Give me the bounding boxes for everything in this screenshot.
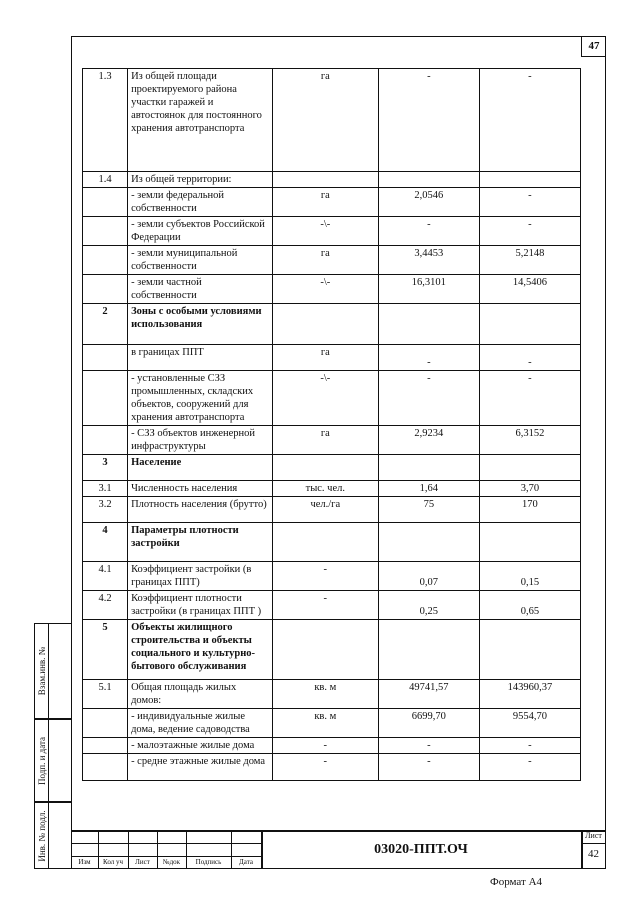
row-number [83,275,128,304]
row-value-projected: 6,3152 [479,426,580,455]
stamp-kol-uch: Кол уч [103,858,123,866]
table-row [83,246,581,275]
row-value-existing: 0,07 [378,562,479,591]
row-name: - земли муниципальной собственности [128,246,273,275]
table-row [83,620,581,680]
row-value-projected: - [479,754,580,781]
row-number: 1.4 [83,172,128,188]
row-name: Общая площадь жилых домов: [128,680,273,709]
row-name: Население [128,455,273,481]
stamp-n-dok: №док [162,858,181,866]
row-name: - СЗЗ объектов инженерной инфраструктуры [128,426,273,455]
table-row [83,497,581,523]
row-number: 3.2 [83,497,128,523]
row-name: в границах ППТ [128,345,273,371]
row-value-existing [378,172,479,188]
row-unit [272,523,378,562]
side-box-inv-vzam [34,623,71,719]
table-row [83,455,581,481]
row-number: 4.1 [83,562,128,591]
row-number [83,426,128,455]
table-row [83,738,581,754]
row-unit: га [272,69,378,172]
row-name: Объекты жилищного строительства и объекты социального и культурно-бытового обслуживания [128,620,273,680]
row-value-projected [479,620,580,680]
side-label-inv-podl: Инв. № подл. [36,809,47,862]
row-value-existing: 0,25 [378,591,479,620]
row-number [83,188,128,217]
row-number: 5.1 [83,680,128,709]
row-number: 4.2 [83,591,128,620]
row-number: 3 [83,455,128,481]
stamp-podpis: Подпись [195,858,222,866]
row-unit: га [272,426,378,455]
table-row [83,304,581,345]
row-unit: -\- [272,371,378,426]
row-value-existing [378,523,479,562]
row-unit [272,455,378,481]
row-number [83,371,128,426]
row-unit [272,304,378,345]
row-value-projected: - [479,345,580,371]
table-row [83,562,581,591]
row-value-projected [479,455,580,481]
stamp-list: Лист [135,858,150,866]
side-label-podp-data: Подп. и дата [36,736,47,785]
stamp-izm: Изм [78,858,91,866]
row-value-existing: 75 [378,497,479,523]
table-row [83,523,581,562]
row-value-existing: 2,9234 [378,426,479,455]
table-row [83,591,581,620]
row-value-existing: - [378,69,479,172]
row-unit: - [272,754,378,781]
row-number [83,738,128,754]
row-number: 1.3 [83,69,128,172]
row-value-projected [479,304,580,345]
row-value-existing: 6699,70 [378,709,479,738]
table-row [83,217,581,246]
row-value-projected: 3,70 [479,481,580,497]
table-row [83,345,581,371]
row-number: 3.1 [83,481,128,497]
row-unit: тыс. чел. [272,481,378,497]
row-number [83,345,128,371]
row-value-projected: - [479,371,580,426]
row-name: - средне этажные жилые дома [128,754,273,781]
row-value-projected [479,523,580,562]
row-name: Коэффициент застройки (в границах ППТ) [128,562,273,591]
row-name: Численность населения [128,481,273,497]
row-number [83,217,128,246]
row-unit: чел./га [272,497,378,523]
row-unit: кв. м [272,709,378,738]
row-unit: - [272,562,378,591]
side-label-inv-vzam: Взам.инв. № [36,646,47,696]
row-name: - установленные СЗЗ промышленных, складских объектов, сооружений для хранения автотранспорта [128,371,273,426]
row-value-projected: 143960,37 [479,680,580,709]
row-value-projected: 14,5406 [479,275,580,304]
row-name: Плотность населения (брутто) [128,497,273,523]
row-number [83,754,128,781]
row-value-projected: - [479,188,580,217]
row-value-existing: - [378,371,479,426]
row-value-projected [479,172,580,188]
table-row [83,172,581,188]
row-value-projected: 5,2148 [479,246,580,275]
side-box-inv-podl [34,802,71,869]
row-value-projected: 170 [479,497,580,523]
row-unit [272,172,378,188]
stamp-data: Дата [239,858,253,866]
row-value-existing: - [378,738,479,754]
sheet-number: 42 [588,848,599,860]
row-value-existing: 49741,57 [378,680,479,709]
title-block [71,830,606,869]
row-number [83,709,128,738]
row-value-existing [378,455,479,481]
side-box-podp-data [34,719,71,802]
row-unit: -\- [272,217,378,246]
row-value-projected: 9554,70 [479,709,580,738]
table-row [83,754,581,781]
page-number: 47 [581,36,606,57]
table-row [83,371,581,426]
row-value-projected: - [479,217,580,246]
table-row [83,188,581,217]
row-name: Коэффициент плотности застройки (в границах ППТ ) [128,591,273,620]
row-value-existing: - [378,217,479,246]
table-row [83,69,581,172]
row-value-projected: 0,15 [479,562,580,591]
row-value-existing: 2,0546 [378,188,479,217]
row-number: 4 [83,523,128,562]
row-value-existing: 16,3101 [378,275,479,304]
row-name: Из общей площади проектируемого района участки гаражей и автостоянок для постоянного хранения автотранспорта [128,69,273,172]
row-number [83,246,128,275]
table-row [83,680,581,709]
row-value-existing: 3,4453 [378,246,479,275]
row-name: - земли субъектов Российской Федерации [128,217,273,246]
table-row [83,709,581,738]
row-name: Зоны с особыми условиями использования [128,304,273,345]
row-name: Из общей территории: [128,172,273,188]
row-unit: га [272,345,378,371]
paper-format: Формат А4 [490,876,543,888]
row-name: Параметры плотности застройки [128,523,273,562]
row-unit: - [272,591,378,620]
row-name: - индивидуальные жилые дома, ведение садоводства [128,709,273,738]
row-name: - земли федеральной собственности [128,188,273,217]
row-unit: - [272,738,378,754]
sheet-label: Лист [585,831,602,840]
row-value-projected: 0,65 [479,591,580,620]
row-unit: га [272,246,378,275]
row-name: - малоэтажные жилые дома [128,738,273,754]
row-unit: -\- [272,275,378,304]
row-number: 2 [83,304,128,345]
row-number: 5 [83,620,128,680]
row-value-existing: 1,64 [378,481,479,497]
row-value-existing: - [378,754,479,781]
indicators-table [82,68,581,781]
row-name: - земли частной собственности [128,275,273,304]
row-value-projected: - [479,738,580,754]
table-row [83,275,581,304]
table-row [83,481,581,497]
row-value-existing: - [378,345,479,371]
table-row [83,426,581,455]
row-value-existing [378,620,479,680]
row-unit: кв. м [272,680,378,709]
document-code: 03020-ППТ.ОЧ [374,842,468,857]
row-value-projected: - [479,69,580,172]
row-value-existing [378,304,479,345]
row-unit: га [272,188,378,217]
row-unit [272,620,378,680]
